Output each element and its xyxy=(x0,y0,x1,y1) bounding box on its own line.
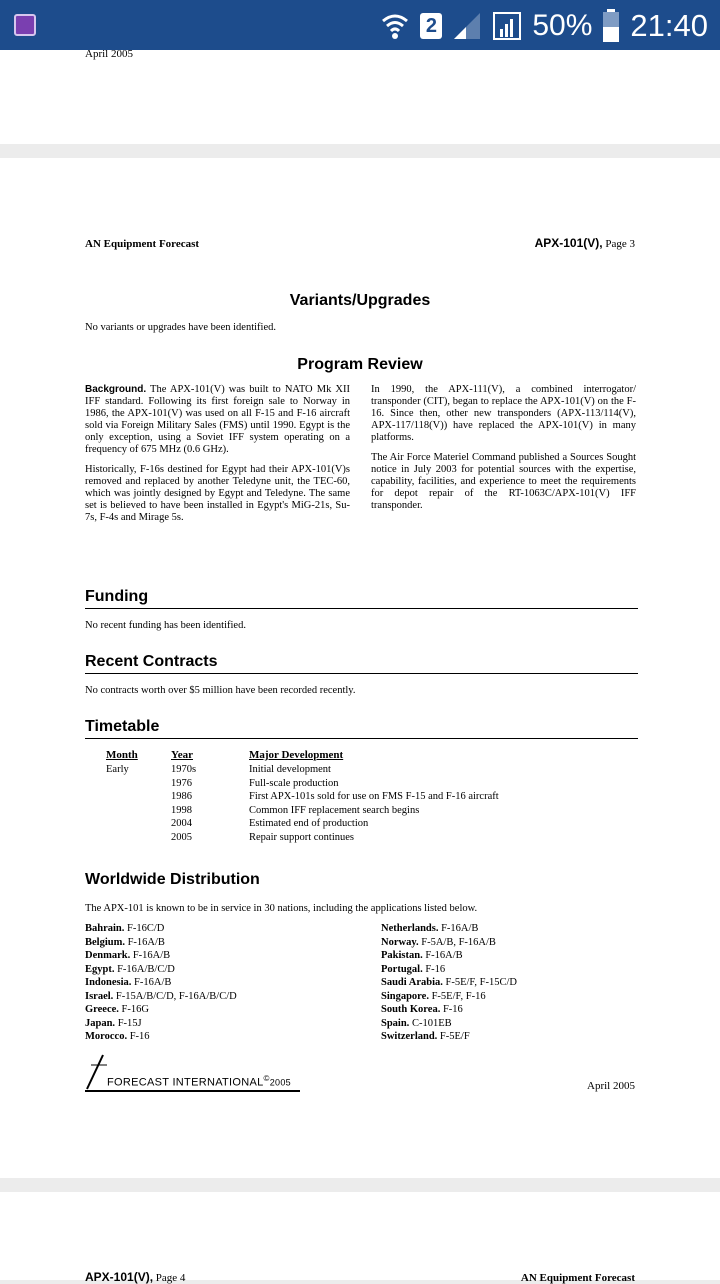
table-cell: 1998 xyxy=(171,804,192,816)
next-page-header-right: AN Equipment Forecast xyxy=(520,1272,635,1284)
variants-text: No variants or upgrades have been identified. xyxy=(85,322,276,333)
previous-page xyxy=(0,50,720,144)
table-cell: Repair support continues xyxy=(249,831,354,843)
sources-sought-paragraph: The Air Force Materiel Command published a Sources Sought notice in July 2003 for potential sources with the expertise, capability, facilities, and experience to meet the requirements for depot repair of the RT-1063C/APX-101(V) IFF transponder. xyxy=(371,452,636,511)
signal-2-icon xyxy=(492,11,522,41)
timetable-month-column xyxy=(106,763,129,777)
program-right-column xyxy=(371,384,636,520)
list-item: Netherlands. F-16A/B xyxy=(381,923,479,934)
battery-percent: 50% xyxy=(532,9,593,42)
list-item: Japan. F-15J xyxy=(85,1017,142,1029)
list-item: Denmark. F-16A/B xyxy=(85,950,171,961)
logo-text: FORECAST INTERNATIONAL©2005 xyxy=(107,1074,291,1089)
table-cell: 2005 xyxy=(171,831,192,843)
table-cell: 1970s xyxy=(171,764,197,775)
table-cell: Full-scale production xyxy=(249,777,339,789)
forecast-international-logo xyxy=(85,1053,300,1093)
distribution-heading: Worldwide Distribution xyxy=(85,871,260,888)
status-bar xyxy=(0,0,720,50)
previous-page-date: April 2005 xyxy=(85,48,133,60)
app-notification-icon xyxy=(14,14,36,36)
header-page-number: Page 3 xyxy=(602,238,635,250)
distribution-intro: The APX-101 is known to be in service in 30 nations, including the applications listed below. xyxy=(85,903,478,914)
header-doc-id: APX-101(V), xyxy=(534,236,603,250)
timetable-month-header: Month xyxy=(106,749,138,761)
battery-icon xyxy=(602,9,620,43)
timetable-year-column xyxy=(171,763,196,844)
timetable-dev-column xyxy=(249,763,499,844)
timetable-heading: Timetable xyxy=(85,718,638,739)
table-cell: Initial development xyxy=(249,764,331,775)
historically-paragraph: Historically, F-16s destined for Egypt had their APX-101(V)s removed and replaced by another Teledyne unit, the TEC-60, which was jointly designed by Egypt and Teledyne. The same set is believed to have been installed in Egypt's MiG-21s, Su-7s, F-4s and Mirage 5s. xyxy=(85,464,350,523)
table-cell: 1976 xyxy=(171,777,192,789)
background-lead: Background. xyxy=(85,384,147,395)
sim-badge: 2 xyxy=(420,13,442,39)
distribution-left-list xyxy=(85,922,237,1044)
clock: 21:40 xyxy=(630,8,708,43)
list-item: Greece. F-16G xyxy=(85,1004,149,1015)
list-item: Bahrain. F-16C/D xyxy=(85,923,165,934)
table-cell: Estimated end of production xyxy=(249,818,369,829)
list-item: Portugal. F-16 xyxy=(381,963,446,975)
status-indicators xyxy=(380,6,708,46)
running-header-right xyxy=(535,236,635,250)
list-item: Egypt. F-16A/B/C/D xyxy=(85,963,175,975)
list-item: Norway. F-5A/B, F-16A/B xyxy=(381,936,496,948)
table-cell: 2004 xyxy=(171,818,192,829)
next-page-header-left: APX-101(V), Page 4 xyxy=(85,1270,186,1284)
timetable-dev-header: Major Development xyxy=(249,749,344,761)
contracts-heading: Recent Contracts xyxy=(85,653,638,674)
contracts-text: No contracts worth over $5 million have been recorded recently. xyxy=(85,685,356,696)
program-review-heading: Program Review xyxy=(297,356,423,373)
signal-icon xyxy=(452,11,482,41)
timetable-year-header: Year xyxy=(171,749,193,761)
document-page[interactable] xyxy=(0,158,720,1178)
list-item: Indonesia. F-16A/B xyxy=(85,977,172,988)
table-cell: First APX-101s sold for use on FMS F-15 and F-16 aircraft xyxy=(249,791,499,802)
list-item: Spain. C-101EB xyxy=(381,1017,452,1029)
list-item: Singapore. F-5E/F, F-16 xyxy=(381,990,486,1002)
list-item: Israel. F-15A/B/C/D, F-16A/B/C/D xyxy=(85,990,237,1002)
table-cell: 1986 xyxy=(171,791,192,802)
variants-heading: Variants/Upgrades xyxy=(289,292,431,309)
list-item: Pakistan. F-16A/B xyxy=(381,950,463,961)
apx111-paragraph: In 1990, the APX-111(V), a combined interrogator/ transponder (CIT), began to replace the APX-101(V) on the F-16. Since then, other new transponders (APX-113/114(V), APX-117/118(V)) have replaced the APX-101(V) in many platforms. xyxy=(371,384,636,443)
background-text: The APX-101(V) was built to NATO Mk XII IFF standard. Following its first foreign sale to Norway in 1986, the APX-101(V) was used on all F-15 and F-16 aircraft sold via Foreign Military Sales (FMS) until 1990. Egypt is the only exception, using a Soviet IFF system operating on a frequency of 675 MHz (0.6 GHz). xyxy=(85,384,350,455)
next-page xyxy=(0,1192,720,1284)
background-paragraph xyxy=(85,384,350,456)
program-left-column xyxy=(85,384,350,532)
list-item: Saudi Arabia. F-5E/F, F-15C/D xyxy=(381,977,517,988)
list-item: Belgium. F-16A/B xyxy=(85,936,165,948)
list-item: Morocco. F-16 xyxy=(85,1031,150,1042)
funding-heading: Funding xyxy=(85,588,638,609)
wifi-icon xyxy=(380,11,410,41)
list-item: Switzerland. F-5E/F xyxy=(381,1031,470,1042)
distribution-right-list xyxy=(381,922,517,1044)
table-cell: Early xyxy=(106,764,129,775)
list-item: South Korea. F-16 xyxy=(381,1004,463,1015)
funding-text: No recent funding has been identified. xyxy=(85,620,246,631)
footer-date: April 2005 xyxy=(587,1080,635,1092)
running-header-left: AN Equipment Forecast xyxy=(85,238,200,250)
table-cell: Common IFF replacement search begins xyxy=(249,804,420,816)
